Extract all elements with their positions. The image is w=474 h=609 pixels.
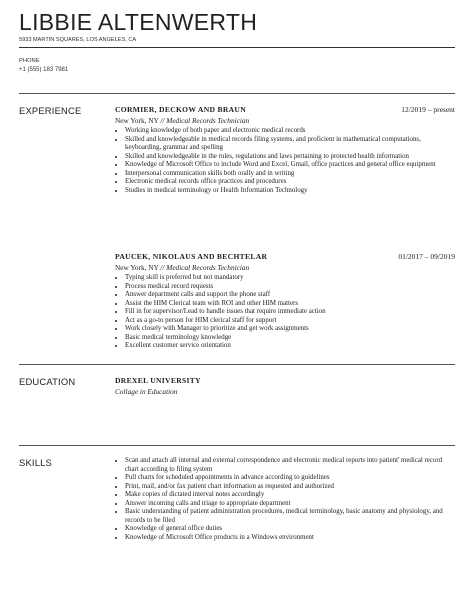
list-item: • Print, mail, and/or fax patient chart information as requested and authorized xyxy=(125,483,455,492)
candidate-address: 5933 MARTIN SQUARES, LOS ANGELES, CA xyxy=(19,37,137,43)
job-title: Medical Records Technician xyxy=(166,263,250,272)
education-entry xyxy=(115,376,455,396)
job-bullets xyxy=(115,127,455,195)
list-item: • Basic understanding of patient administration procedures, medical terminology, basic anatomy and physiology, and records to be filed xyxy=(125,508,455,525)
list-item: • Working knowledge of both paper and electronic medical records xyxy=(125,127,455,136)
company-name: CORMIER, DECKOW AND BRAUN xyxy=(115,105,246,114)
header-divider xyxy=(19,47,455,48)
experience-heading: EXPERIENCE xyxy=(19,105,82,116)
candidate-name: LIBBIE ALTENWERTH xyxy=(19,9,258,35)
experience-divider xyxy=(19,93,455,94)
list-item: • Make copies of dictated interval notes accordingly xyxy=(125,491,455,500)
job-subline xyxy=(115,263,455,272)
list-item: • Knowledge of general office duties xyxy=(125,525,455,534)
job-subline xyxy=(115,116,455,125)
degree: Collage in Education xyxy=(115,387,178,396)
job-bullets xyxy=(115,274,455,351)
skills-bullets xyxy=(115,457,455,542)
list-item: • Work closely with Manager to prioritize and get work assignments xyxy=(125,325,455,334)
job-location: New York, NY xyxy=(115,263,159,272)
list-item: • Answer department calls and support the phone staff xyxy=(125,291,455,300)
job-location: New York, NY xyxy=(115,116,159,125)
school-name: DREXEL UNIVERSITY xyxy=(115,376,201,385)
list-item: • Skilled and knowledgeable in the rules, regulations and laws pertaining to protected health information xyxy=(125,153,455,162)
education-divider xyxy=(19,364,455,365)
list-item: • Electronic medical records office practices and procedures xyxy=(125,178,455,187)
list-item: • Skilled and knowledgeable in medical records filing systems, and proficient in mathematical computations, keyboarding, grammar and spelling xyxy=(125,136,455,153)
list-item: • Basic medical terminology knowledge xyxy=(125,334,455,343)
job-entry-2 xyxy=(115,252,455,351)
subline-separator: // xyxy=(160,116,165,125)
list-item: • Typing skill is preferred but not mandatory xyxy=(125,274,455,283)
list-item: • Pull charts for scheduled appointments in advance according to guidelines xyxy=(125,474,455,483)
list-item: • Studies in medical terminology or Health Information Technology xyxy=(125,187,455,196)
list-item: • Interpersonal communication skills both orally and in writing xyxy=(125,170,455,179)
job-entry-1 xyxy=(115,105,455,195)
list-item: • Knowledge of Microsoft Office products in a Windows environment xyxy=(125,534,455,543)
list-item: • Excellent customer service orientation xyxy=(125,342,455,351)
job-dates: 01/2017 – 09/2019 xyxy=(398,252,455,261)
list-item: • Act as a go-to person for HIM clerical staff for support xyxy=(125,317,455,326)
job-dates: 12/2019 – present xyxy=(401,105,455,114)
list-item: • Answer incoming calls and triage to appropriate department xyxy=(125,500,455,509)
subline-separator: // xyxy=(160,263,165,272)
list-item: • Scan and attach all internal and external correspondence and electronic medical reports into patient' medical record chart according to filing system xyxy=(125,457,455,474)
list-item: • Fill in for supervisor/Lead to handle issues that require immediate action xyxy=(125,308,455,317)
list-item: • Assist the HIM Clerical team with ROI and other HIM matters xyxy=(125,300,455,309)
education-heading: EDUCATION xyxy=(19,376,76,387)
job-title: Medical Records Technician xyxy=(166,116,250,125)
list-item: • Process medical record requests xyxy=(125,283,455,292)
skills-divider xyxy=(19,445,455,446)
job-header xyxy=(115,105,455,114)
phone-label: PHONE xyxy=(19,58,40,64)
list-item: • Knowledge of Microsoft Office to include Word and Excel, Gmail, office practices and general office equipment xyxy=(125,161,455,170)
skills-heading: SKILLS xyxy=(19,457,52,468)
skills-entry xyxy=(115,457,455,542)
company-name: PAUCEK, NIKOLAUS AND BECHTELAR xyxy=(115,252,268,261)
phone-number: +1 (555) 183 7981 xyxy=(19,67,69,73)
job-header xyxy=(115,252,455,261)
